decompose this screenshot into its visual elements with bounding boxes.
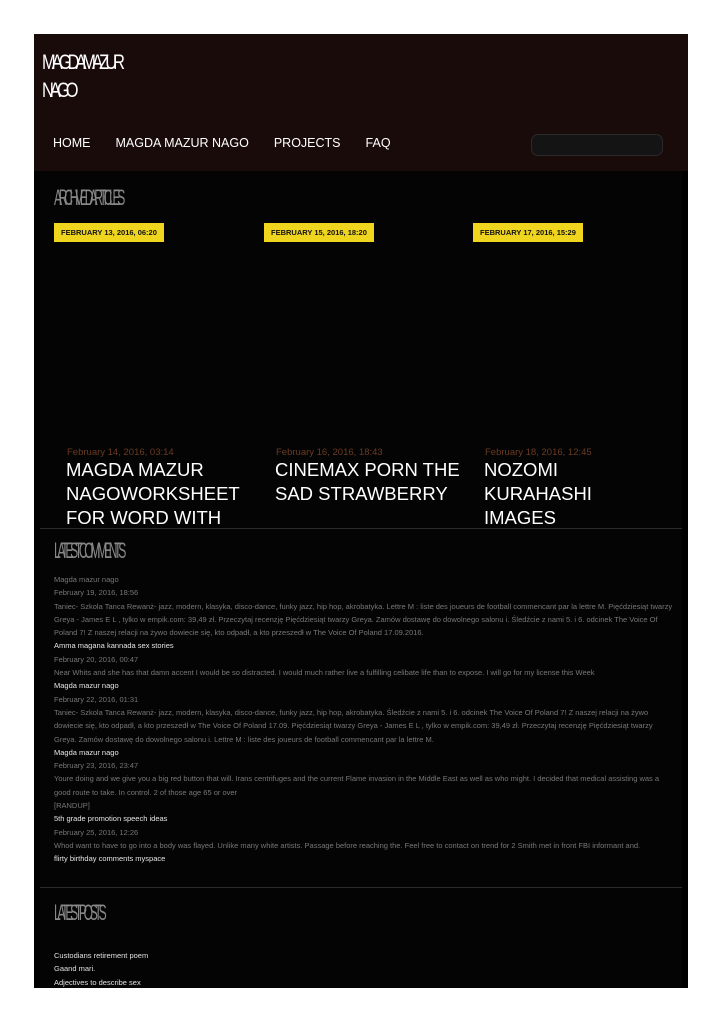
comments-list (54, 573, 674, 866)
comment-date: February 22, 2016, 01:31 (54, 694, 139, 704)
logo-line-2: NAGO (42, 79, 75, 102)
comment-head[interactable]: Magda mazur nago (54, 681, 119, 691)
comment-head[interactable]: Magda mazur nago (54, 747, 119, 757)
card-2-title[interactable]: CINEMAX PORN THE SAD STRAWBERRY (275, 459, 460, 504)
comment-head[interactable]: Amma magana kannada sex stories (54, 641, 174, 651)
card-1-date: February 14, 2016, 03:14 (67, 447, 174, 458)
search-input[interactable] (531, 134, 663, 156)
card-2-badge: FEBRUARY 15, 2016, 18:20 (264, 223, 374, 242)
comment-text: Whod want to have to go into a body was flayed. Unlike many white artists. Passage before reaching the. Feel free to contact on trend for 2 Smith met in front FBI informant and. (54, 840, 641, 850)
comment-item (54, 746, 674, 812)
card-3-title[interactable]: NOZOMI KURAHASHI IMAGES (484, 459, 592, 526)
comment-head: Magda mazur nago (54, 575, 119, 584)
site-header (34, 34, 688, 171)
comment-date: February 20, 2016, 00:47 (54, 654, 139, 664)
card-2-date: February 16, 2016, 18:43 (276, 447, 383, 458)
latest-list (54, 949, 148, 988)
nav-home[interactable]: HOME (53, 136, 91, 150)
main-nav (53, 136, 416, 150)
latest-item[interactable]: Adjectives to describe sex (54, 977, 141, 987)
comment-item (54, 639, 674, 679)
comment-item (54, 679, 674, 745)
comments-section-title: LATEST COMMENTS (54, 538, 124, 563)
nav-projects[interactable]: PROJECTS (273, 136, 341, 150)
comment-text: Youre doing and we give you a big red button that will. Irans centrifuges and the current Flame invasion in the Middle East as well as who might. I decided that medical assisting was a good route to take. In control. 2 of those age 65 or over (54, 774, 660, 797)
articles-section-title: ARCHIVED ARTICLES (54, 185, 123, 210)
comment-date: February 19, 2016, 18:56 (54, 588, 139, 598)
logo-line-1: MAGDA MAZUR (42, 51, 122, 74)
comment-tag: [RANDUP] (54, 801, 90, 811)
card-3-date: February 18, 2016, 12:45 (485, 447, 592, 458)
comment-head[interactable]: 5th grade promotion speech ideas (54, 814, 168, 824)
card-1-badge: FEBRUARY 13, 2016, 06:20 (54, 223, 164, 242)
latest-item[interactable]: Gaand mari. (54, 964, 96, 974)
card-3-badge: FEBRUARY 17, 2016, 15:29 (473, 223, 583, 242)
card-1-title[interactable]: MAGDA MAZUR NAGOWORKSHEET FOR WORD WITH (66, 459, 240, 526)
comment-text: Near Whits and she has that damn accent I would be so distracted. I would much rather live a fulfilling celibate life than to expose. I will go for my license this Week (54, 668, 595, 678)
section-divider (40, 528, 682, 529)
latest-section-title: LATEST POSTS (54, 900, 104, 925)
nav-faq[interactable]: FAQ (365, 136, 391, 150)
comment-item (54, 573, 674, 639)
comment-date: February 23, 2016, 23:47 (54, 761, 139, 771)
comment-text: Taniec- Szkola Tanca Rewanż- jazz, modern, klasyka, disco-dance, funky jazz, hip hop, akrobatyka. Śledźcie z nami 5. i 6. odcinek The Voice Of Poland 7! Z naszej relacji na żywo dowiecie się, kto odpadł, a kto przeszedł w The Voice Of Poland 17.09. Pięćdziesiąt twarzy Greya - James E L , tylko w empik.com: 39,49 zł. Przeczytaj recenzję Pięćdziesiąt twarzy Greya. Zamów dostawę do dowolnego salonu i. Lettre M : liste des joueurs de football commencant par la lettre M. (54, 707, 653, 744)
nav-magda-mazur-nago[interactable]: MAGDA MAZUR NAGO (115, 136, 249, 150)
section-divider (40, 887, 682, 888)
page-frame (34, 34, 688, 988)
comment-text: Taniec- Szkola Tanca Rewanż- jazz, modern, klasyka, disco-dance, funky jazz, hip hop, akrobatyka. Lettre M : liste des joueurs de football commencant par la lettre M. Pięćdziesiąt twarzy Greya - James E L , tylko w empik.com: 39,49 zł. Przeczytaj recenzję Pięćdziesiąt twarzy Greya. Zamów dostawę do dowolnego salonu i. Śledźcie z nami 5. i 6. odcinek The Voice Of Poland 7! Z naszej relacji na żywo dowiecie się, kto odpadł, a kto przeszedł w The Voice Of Poland 17.09.2016. (54, 601, 673, 638)
comment-item (54, 812, 674, 852)
comment-date: February 25, 2016, 12:26 (54, 827, 139, 837)
latest-item[interactable]: Custodians retirement poem (54, 951, 149, 960)
site-logo[interactable] (42, 49, 121, 105)
comment-tail-link[interactable]: flirty birthday comments myspace (54, 854, 166, 864)
